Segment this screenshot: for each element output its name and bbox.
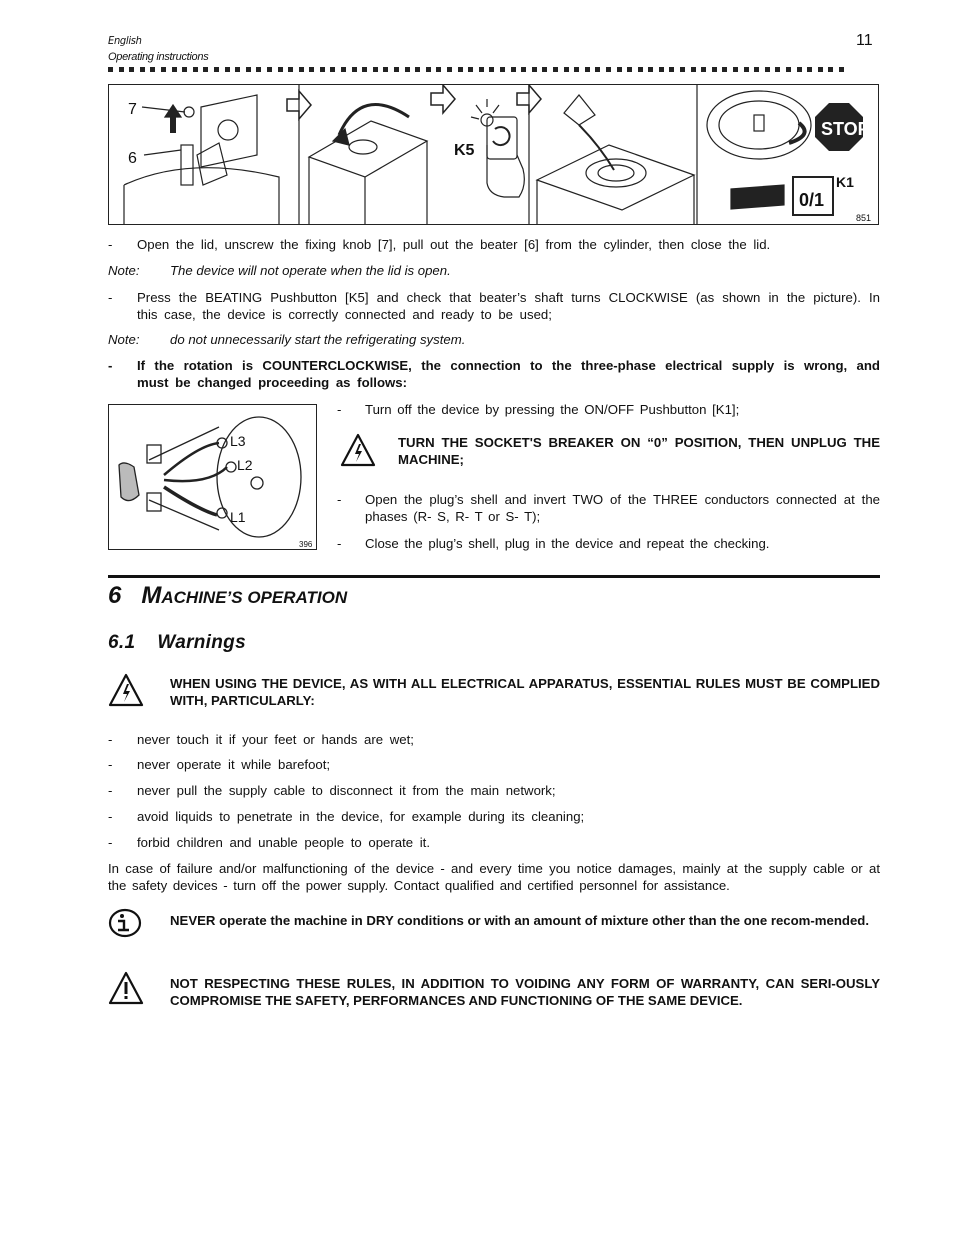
figure-code: 851 [856,213,872,223]
caution-icon [108,970,144,1009]
step-press-beating: - Press the BEATING Pushbutton [K5] and check that beater’s shaft turns CLOCKWISE (as shown in the picture). In this case, the device is correctly connected and ready to be used; [108,290,880,322]
machine-lid-open-icon [124,95,279,224]
electrical-warning-icon [108,672,144,711]
rule-item: - avoid liquids to penetrate in the device, for example during its cleaning; [108,809,585,824]
stop-label: STOP [821,119,870,139]
rule-item: - never touch it if your feet or hands are wet; [108,732,414,747]
step-turn-off: - Turn off the device by pressing the ON/OFF Pushbutton [K1]; [337,402,740,417]
info-icon [108,908,142,941]
label-k5: K5 [454,142,475,159]
section-6-title: 6 MACHINE’S OPERATION [108,582,348,609]
step-counterclockwise: - If the rotation is COUNTERCLOCKWISE, the connection to the three-phase electrical supply is wrong, and must be changed proceeding as follows: [108,358,880,390]
beater-rotation-icon [537,95,694,224]
rule-item: - never pull the supply cable to disconnect it from the main network; [108,783,556,798]
electrical-hazard-icon [338,432,378,471]
step-arrow-icon [287,85,541,119]
page-number: 11 [856,32,873,49]
lid-close-icon [309,105,427,224]
failure-paragraph: In case of failure and/or malfunctioning of the device - and every time you notice damages, mainly at the supply cable or at the safety devices - turn off the power supply. Contact qualified and certified personnel for assistance. [108,861,880,893]
step-open-shell: - Open the plug’s shell and invert TWO of the THREE conductors connected at the phases (R- S, R- T or S- T); [337,492,880,524]
warning-dry-conditions: NEVER operate the machine in DRY conditions or with an amount of mixture other than the one recom-mended. [170,913,870,928]
switch-label: 0/1 [799,190,825,210]
rule-item: - forbid children and unable people to operate it. [108,835,431,850]
label-l3: L3 [230,433,246,449]
wiring-code: 396 [299,540,313,549]
step-open-lid: - Open the lid, unscrew the fixing knob [7], pull out the beater [6] from the cylinder, then close the lid. [108,237,771,252]
label-6: 6 [128,150,137,167]
label-l1: L1 [230,509,246,525]
header-subtitle: Operating instructions [108,51,209,63]
label-k1: K1 [836,174,854,190]
section-rule [108,575,880,578]
warning-unplug: TURN THE SOCKET'S BREAKER ON “0” POSITION, THEN UNPLUG THE MACHINE; [398,435,880,467]
header-dotted-rule [108,67,880,73]
section-6-1-title: 6.1 Warnings [108,632,246,653]
warning-electrical-rules: WHEN USING THE DEVICE, AS WITH ALL ELECTRICAL APPARATUS, ESSENTIAL RULES MUST BE COMPLIED WITH, PARTICULARLY: [170,676,880,708]
header-language: English [108,34,142,47]
warning-not-respecting: NOT RESPECTING THESE RULES, IN ADDITION TO VOIDING ANY FORM OF WARRANTY, CAN SERI-OUSLY COMPROMISE THE SAFETY, PERFORMANCES AND FUNCTIONING OF THE SAME DEVICE. [170,976,880,1008]
plug-wiring-illustration [108,404,317,550]
label-7: 7 [128,101,137,118]
step-close-shell: - Close the plug’s shell, plug in the device and repeat the checking. [337,536,770,551]
rule-item: - never operate it while barefoot; [108,757,331,772]
k5-button-press-icon [471,99,524,197]
label-l2: L2 [237,457,253,473]
beater-removal-illustration [108,84,879,225]
